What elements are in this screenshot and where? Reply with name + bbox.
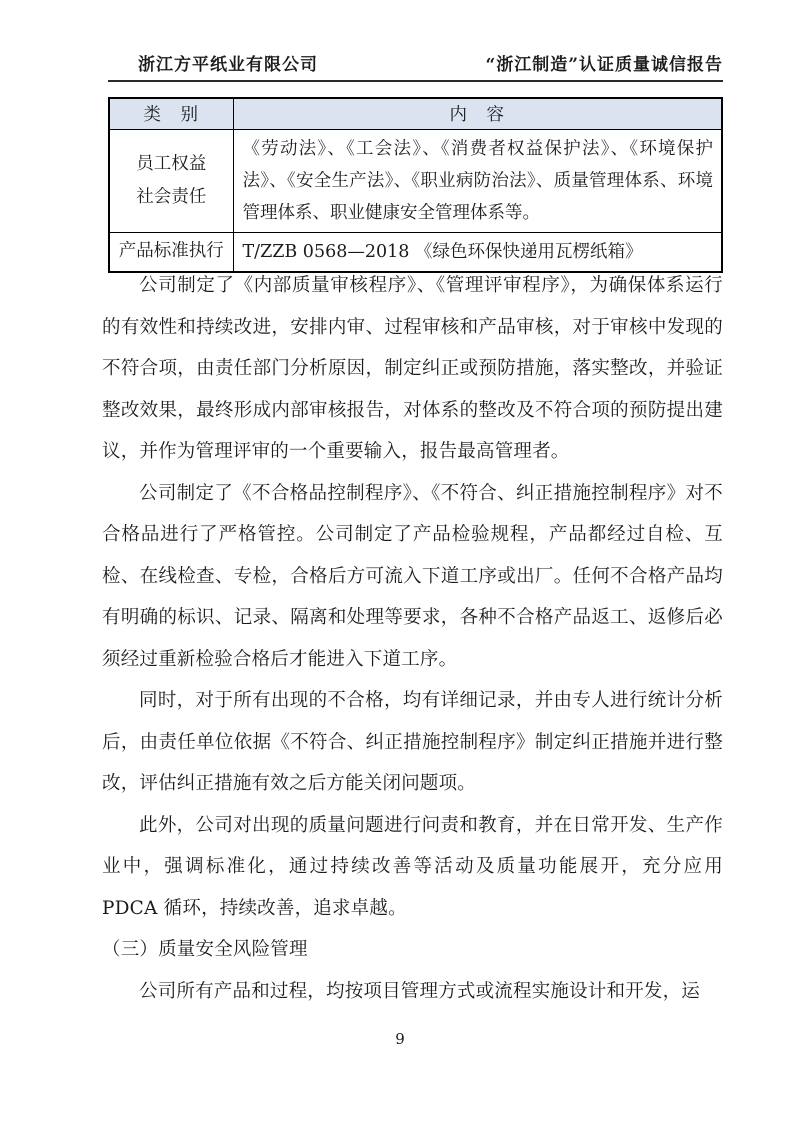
body-text	[102, 265, 723, 1012]
paragraph: 公司制定了《内部质量审核程序》、《管理评审程序》，为确保体系运行的有效性和持续改进，安排内审、过程审核和产品审核，对于审核中发现的不符合项，由责任部门分析原因，制定纠正或预防措施，落实整改，并验证整改效果，最终形成内部审核报告，对体系的整改及不符合项的预防提出建议，并作为管理评审的一个重要输入，报告最高管理者。	[102, 275, 723, 462]
category-line: 社会责任	[136, 186, 207, 207]
column-header-category: 类 别	[109, 98, 233, 129]
category-line: 员工权益	[136, 153, 207, 174]
page-header	[108, 50, 723, 82]
paragraph: 同时，对于所有出现的不合格，均有详细记录，并由专人进行统计分析后，由责任单位依据《不符合、纠正措施控制程序》制定纠正措施并进行整改，评估纠正措施有效之后方能关闭问题项。	[102, 690, 723, 794]
category-cell: 产品标准执行	[109, 232, 233, 272]
table-header-row	[109, 98, 722, 129]
paragraph: 此外，公司对出现的质量问题进行问责和教育，并在日常开发、生产作业中，强调标准化，通过持续改善等活动及质量功能展开，充分应用 PDCA 循环，持续改善，追求卓越。	[102, 814, 723, 919]
paragraph: 公司所有产品和过程，均按项目管理方式或流程实施设计和开发，运	[139, 980, 701, 1002]
company-name: 浙江方平纸业有限公司	[138, 55, 318, 75]
page-footer	[0, 1030, 800, 1048]
content-cell: 《劳动法》、《工会法》、《消费者权益保护法》、《环境保护法》、《安全生产法》、《职业病防治法》、质量管理体系、环境管理体系、职业健康安全管理体系等。	[233, 129, 722, 232]
category-content-table	[108, 97, 723, 273]
paragraph: 公司制定了《不合格品控制程序》、《不符合、纠正措施控制程序》对不合格品进行了严格管控。公司制定了产品检验规程，产品都经过自检、互检、在线检查、专检，合格后方可流入下道工序或出厂。任何不合格产品均有明确的标识、记录、隔离和处理等要求，各种不合格产品返工、返修后必须经过重新检验合格后才能进入下道工序。	[102, 482, 723, 670]
content-cell: T/ZZB 0568—2018 《绿色环保快递用瓦楞纸箱》	[233, 232, 722, 272]
section-heading: （三）质量安全风险管理	[102, 939, 308, 960]
table-row	[109, 129, 722, 232]
category-cell	[109, 129, 233, 232]
page-number: 9	[395, 1030, 405, 1048]
report-title: “浙江制造”认证质量诚信报告	[485, 55, 723, 75]
column-header-content: 内 容	[233, 98, 722, 129]
